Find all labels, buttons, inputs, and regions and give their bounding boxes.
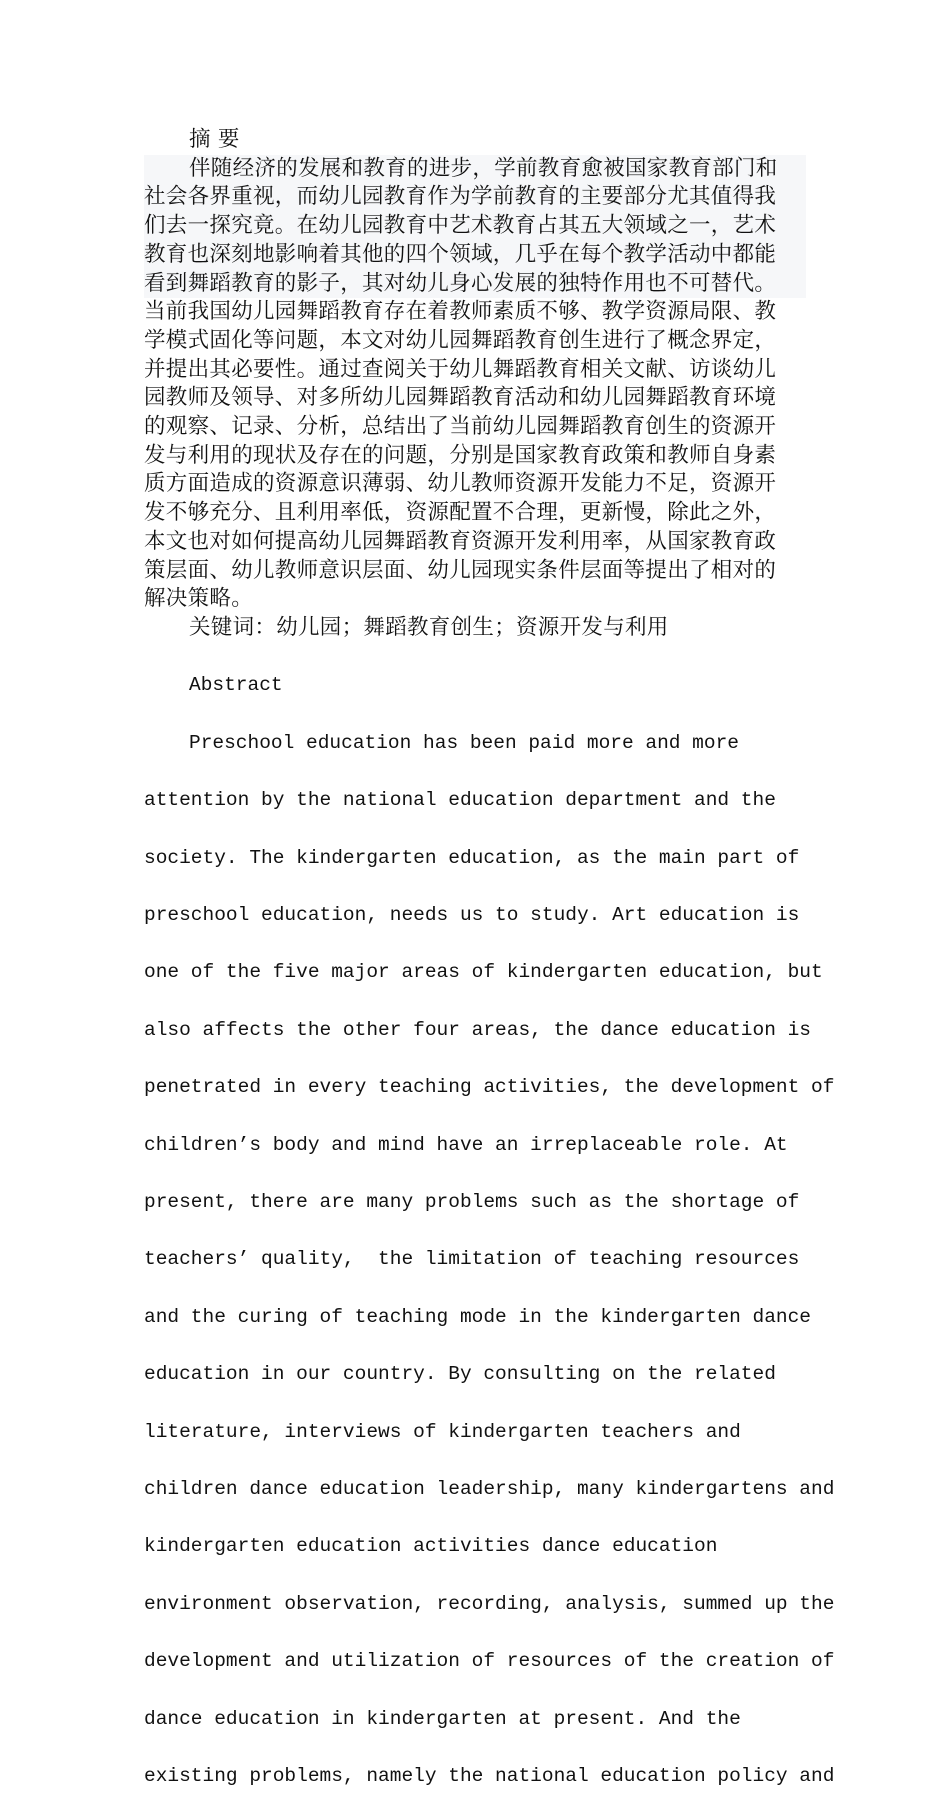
abstract-en-line: existing problems, namely the national education policy and xyxy=(144,1765,835,1788)
abstract-cn-line: 当前我国幼儿园舞蹈教育存在着教师素质不够、教学资源局限、教 xyxy=(144,299,777,325)
abstract-cn-heading: 摘 要 xyxy=(189,127,240,152)
abstract-cn-line: 园教师及领导、对多所幼儿园舞蹈教育活动和幼儿园舞蹈教育环境 xyxy=(144,385,777,411)
abstract-cn-line: 发与利用的现状及存在的问题，分别是国家教育政策和教师自身素 xyxy=(144,442,777,468)
abstract-cn-keywords: 关键词：幼儿园；舞蹈教育创生；资源开发与利用 xyxy=(189,614,669,640)
abstract-cn-line: 策层面、幼儿教师意识层面、幼儿园现实条件层面等提出了相对的 xyxy=(144,557,777,583)
abstract-en-line: attention by the national education department and the xyxy=(144,789,776,812)
abstract-cn-line: 本文也对如何提高幼儿园舞蹈教育资源开发利用率，从国家教育政 xyxy=(144,528,777,554)
abstract-en-heading: Abstract xyxy=(189,674,283,697)
abstract-cn-line: 社会各界重视，而幼儿园教育作为学前教育的主要部分尤其值得我 xyxy=(144,183,806,212)
abstract-cn-line: 们去一探究竟。在幼儿园教育中艺术教育占其五大领域之一，艺术 xyxy=(144,212,806,241)
abstract-en-line: Preschool education has been paid more and more xyxy=(189,731,739,754)
abstract-en-line: and the curing of teaching mode in the kindergarten dance xyxy=(144,1305,812,1328)
abstract-cn-section xyxy=(144,126,806,643)
abstract-en-line: preschool education, needs us to study. Art education is xyxy=(144,903,800,926)
abstract-en-line: also affects the other four areas, the dance education is xyxy=(144,1018,812,1041)
abstract-en-line: penetrated in every teaching activities, the development of xyxy=(144,1076,835,1099)
abstract-cn-line: 并提出其必要性。通过查阅关于幼儿舞蹈教育相关文献、访谈幼儿 xyxy=(144,356,777,382)
abstract-en-line: environment observation, recording, analysis, summed up the xyxy=(144,1592,835,1615)
abstract-en-line: education in our country. By consulting on the related xyxy=(144,1363,776,1386)
abstract-en-line: society. The kindergarten education, as the main part of xyxy=(144,846,800,869)
abstract-en-section xyxy=(144,643,835,1819)
abstract-en-line: present, there are many problems such as the shortage of xyxy=(144,1191,800,1214)
abstract-en-line: one of the five major areas of kindergarten education, but xyxy=(144,961,823,984)
abstract-en-line: literature, interviews of kindergarten teachers and xyxy=(144,1420,741,1443)
abstract-cn-line: 学模式固化等问题，本文对幼儿园舞蹈教育创生进行了概念界定， xyxy=(144,327,777,353)
abstract-en-line: kindergarten education activities dance education xyxy=(144,1535,718,1558)
abstract-en-line: dance education in kindergarten at present. And the xyxy=(144,1707,741,1730)
abstract-en-line: children’s body and mind have an irreplaceable role. At xyxy=(144,1133,788,1156)
abstract-en-line: teachers’ quality, the limitation of teaching resources xyxy=(144,1248,800,1271)
document-content xyxy=(144,126,835,1819)
abstract-cn-line: 看到舞蹈教育的影子，其对幼儿身心发展的独特作用也不可替代。 xyxy=(144,270,806,299)
abstract-cn-line: 质方面造成的资源意识薄弱、幼儿教师资源开发能力不足，资源开 xyxy=(144,471,777,497)
abstract-en-line: development and utilization of resources of the creation of xyxy=(144,1650,835,1673)
abstract-cn-line: 发不够充分、且利用率低，资源配置不合理，更新慢，除此之外， xyxy=(144,500,777,526)
abstract-cn-line: 教育也深刻地影响着其他的四个领域，几乎在每个教学活动中都能 xyxy=(144,241,806,270)
abstract-cn-line: 解决策略。 xyxy=(144,586,254,612)
abstract-cn-line: 的观察、记录、分析，总结出了当前幼儿园舞蹈教育创生的资源开 xyxy=(144,414,777,440)
abstract-cn-line: 伴随经济的发展和教育的进步，学前教育愈被国家教育部门和 xyxy=(144,155,806,184)
abstract-en-line: children dance education leadership, many kindergartens and xyxy=(144,1478,835,1501)
